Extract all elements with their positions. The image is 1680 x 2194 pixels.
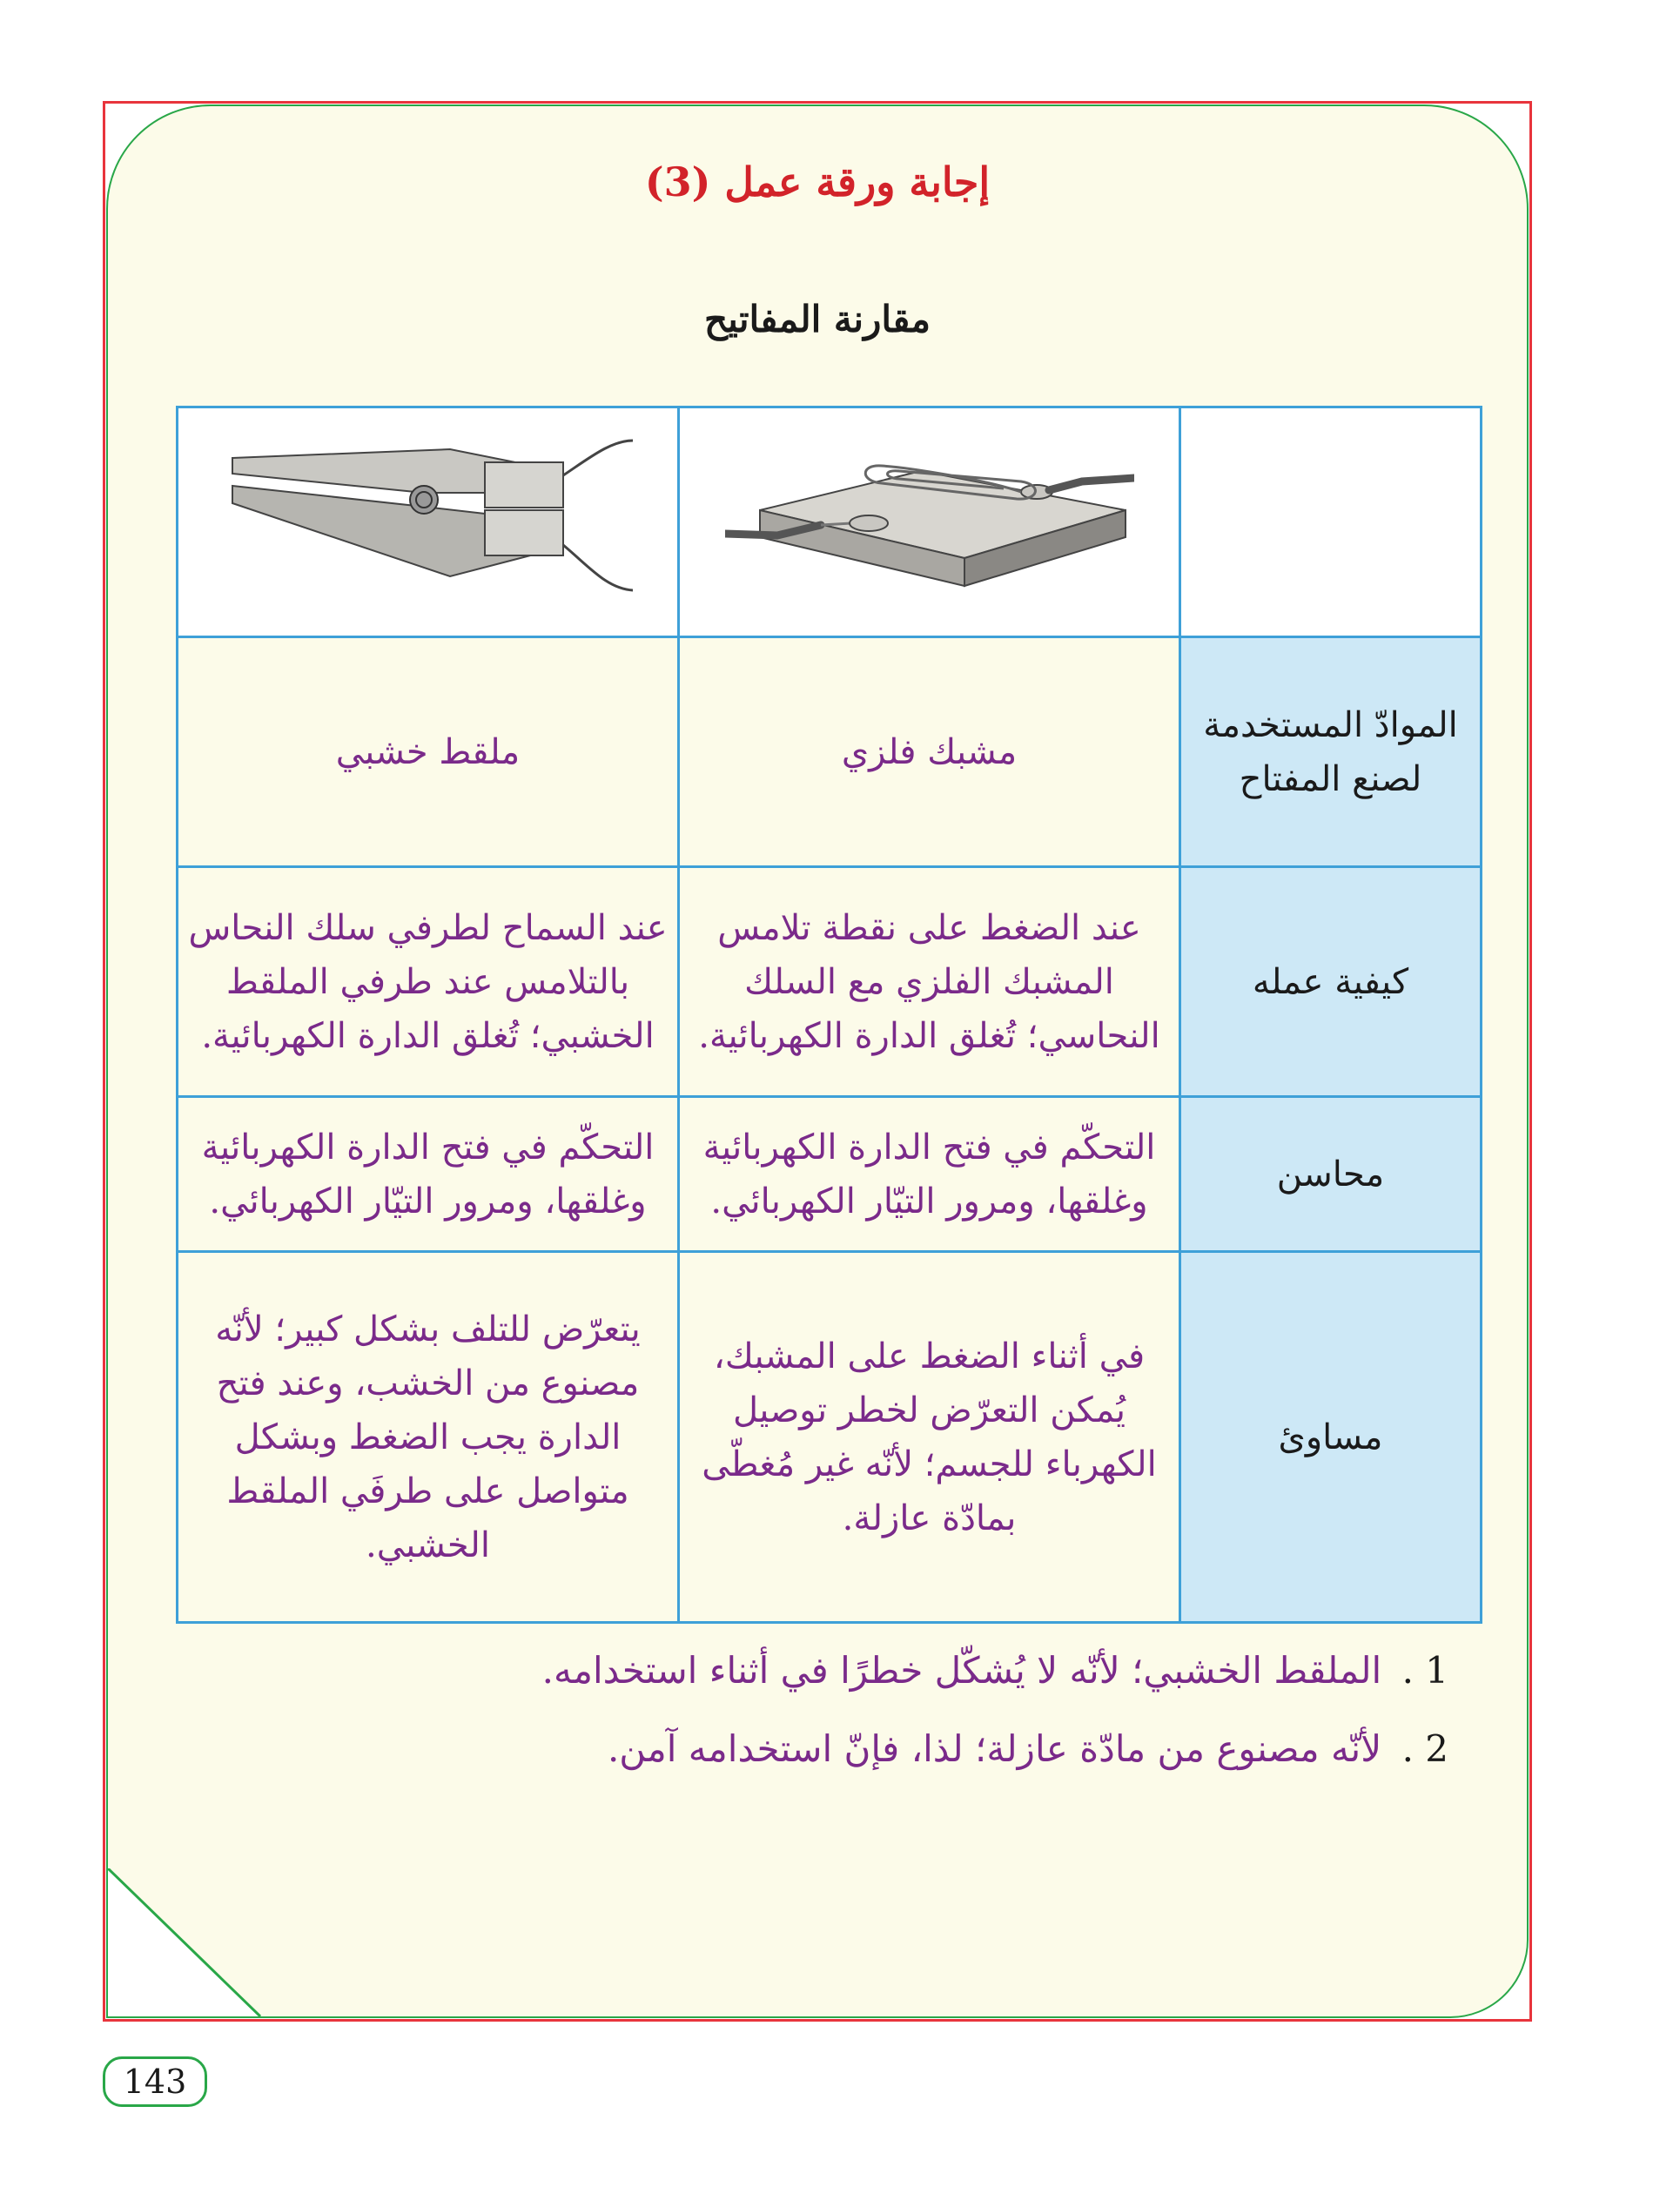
cell-metal-clip-advantages: التحكّم في فتح الدارة الكهربائية وغلقها، ومرور التيّار الكهربائي. <box>679 1097 1180 1252</box>
cell-metal-clip-disadvantages: في أثناء الضغط على المشبك، يُمكن التعرّض لخطر توصيل الكهرباء للجسم؛ لأنّه غير مُغطّى بمادّة عازلة. <box>679 1252 1180 1623</box>
answer-text: لأنّه مصنوع من مادّة عازلة؛ لذا، فإنّ استخدامه آمن. <box>607 1727 1382 1770</box>
table-row <box>178 1097 1482 1252</box>
answers-list <box>186 1632 1448 1788</box>
table-row <box>178 867 1482 1097</box>
worksheet-title: إجابة ورقة عمل (3) <box>644 158 991 205</box>
corner-cell <box>1180 407 1482 637</box>
paper-clip-switch-image <box>725 427 1134 602</box>
cell-metal-clip-materials: مشبك فلزي <box>679 637 1180 867</box>
clothespin-switch-image <box>224 423 633 606</box>
corner-fold-decoration <box>108 1868 282 2016</box>
worksheet-panel <box>106 104 1529 2018</box>
answer-text: الملقط الخشبي؛ لأنّه لا يُشكّل خطرًا في أثناء استخدامه. <box>541 1649 1382 1692</box>
table-row <box>178 637 1482 867</box>
cell-clothespin-advantages: التحكّم في فتح الدارة الكهربائية وغلقها، ومرور التيّار الكهربائي. <box>178 1097 679 1252</box>
table-row <box>178 1252 1482 1623</box>
paper-clip-switch-image-cell <box>679 407 1180 637</box>
cell-clothespin-materials: ملقط خشبي <box>178 637 679 867</box>
answer-number: 2 . <box>1401 1727 1448 1770</box>
comparison-table <box>176 406 1482 1624</box>
answer-item <box>186 1632 1448 1710</box>
row-header-advantages: محاسن <box>1180 1097 1482 1252</box>
page-number: 143 <box>103 2056 207 2107</box>
answer-item <box>186 1710 1448 1788</box>
row-header-how-it-works: كيفية عمله <box>1180 867 1482 1097</box>
row-header-materials: الموادّ المستخدمة لصنع المفتاح <box>1180 637 1482 867</box>
cell-metal-clip-how-it-works: عند الضغط على نقطة تلامس المشبك الفلزي مع السلك النحاسي؛ تُغلق الدارة الكهربائية. <box>679 867 1180 1097</box>
section-title: مقارنة المفاتيح <box>704 298 931 340</box>
cell-clothespin-how-it-works: عند السماح لطرفي سلك النحاس بالتلامس عند طرفي الملقط الخشبي؛ تُغلق الدارة الكهربائية. <box>178 867 679 1097</box>
cell-clothespin-disadvantages: يتعرّض للتلف بشكل كبير؛ لأنّه مصنوع من الخشب، وعند فتح الدارة يجب الضغط وبشكل متواصل على طرفَي الملقط الخشبي. <box>178 1252 679 1623</box>
answer-number: 1 . <box>1401 1649 1448 1692</box>
image-row <box>178 407 1482 637</box>
row-header-disadvantages: مساوئ <box>1180 1252 1482 1623</box>
clothespin-switch-image-cell <box>178 407 679 637</box>
